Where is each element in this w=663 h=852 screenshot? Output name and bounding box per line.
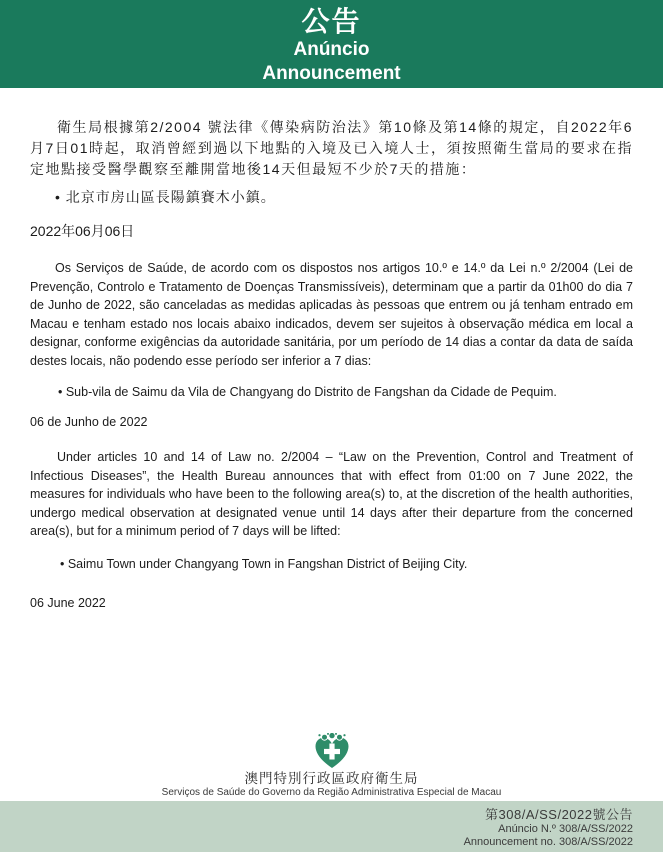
chinese-bullet-location: • 北京市房山區長陽鎮賽木小鎮。	[55, 189, 276, 205]
reference-number-portuguese: Anúncio N.º 308/A/SS/2022	[498, 823, 633, 835]
header-title-chinese: 公告	[301, 6, 362, 37]
org-name-portuguese: Serviços de Saúde do Governo da Região Administrativa Especial de Macau	[161, 787, 502, 798]
header-banner	[0, 0, 663, 88]
health-bureau-heart-cross-icon	[312, 733, 352, 770]
header-title-portuguese: Anúncio	[293, 39, 370, 60]
header-title-english: Announcement	[262, 63, 401, 84]
footer-reference-bar	[0, 801, 663, 852]
portuguese-bullet-location: • Sub-vila de Saimu da Vila de Changyang do Distrito de Fangshan da Cidade de Pequim.	[58, 385, 557, 399]
portuguese-paragraph: Os Serviços de Saúde, de acordo com os dispostos nos artigos 10.º e 14.º da Lei n.º 2/2004 (Lei de Prevenção, Controlo e Tratamento de Doenças Transmissíveis), determinam que a partir da 01h00 do dia 7 de Junho de 2022, são canceladas as medidas aplicadas às pessoas que entrem ou já tenham entrado em Macau e tenham estado nos locais abaixo indicados, devem ser sujeitos à observação médica em local a designar, conforme exigências da autoridade sanitária, por um período de 14 dias a contar da data de saída destes locais, não podendo esse período ser inferior a 7 dias:	[30, 261, 633, 368]
english-bullet-location: • Saimu Town under Changyang Town in Fangshan District of Beijing City.	[60, 556, 468, 571]
health-bureau-logo-block	[0, 733, 663, 801]
chinese-paragraph: 衛生局根據第2/2004 號法律《傳染病防治法》第10條及第14條的規定，自2022年6月7日01時起，取消曾經到過以下地點的入境及已入境人士，須按照衛生當局的要求在指定地點接受醫學觀察至離開當地後14天但最短不少於7天的措施：	[30, 119, 633, 177]
portuguese-date: 06 de Junho de 2022	[30, 415, 148, 429]
org-name-chinese: 澳門特別行政區政府衛生局	[244, 771, 419, 786]
chinese-date: 2022年06月06日	[30, 223, 135, 239]
announcement-body	[30, 117, 633, 612]
reference-number-english: Announcement no. 308/A/SS/2022	[463, 836, 633, 848]
english-paragraph: Under articles 10 and 14 of Law no. 2/2004 – “Law on the Prevention, Control and Treatment of Infectious Diseases”, the Health Bureau announces that with effect from 01:00 on 7 June 2022, the measures for individuals who have been to the following area(s) to, at the discretion of the health authorities, undergo medical observation at designated venue until 14 days after their departure from the concerned area(s), but for a minimum period of 7 days will be lifted:	[30, 450, 633, 538]
english-date: 06 June 2022	[30, 595, 106, 610]
reference-number-chinese: 第308/A/SS/2022號公告	[485, 807, 633, 822]
